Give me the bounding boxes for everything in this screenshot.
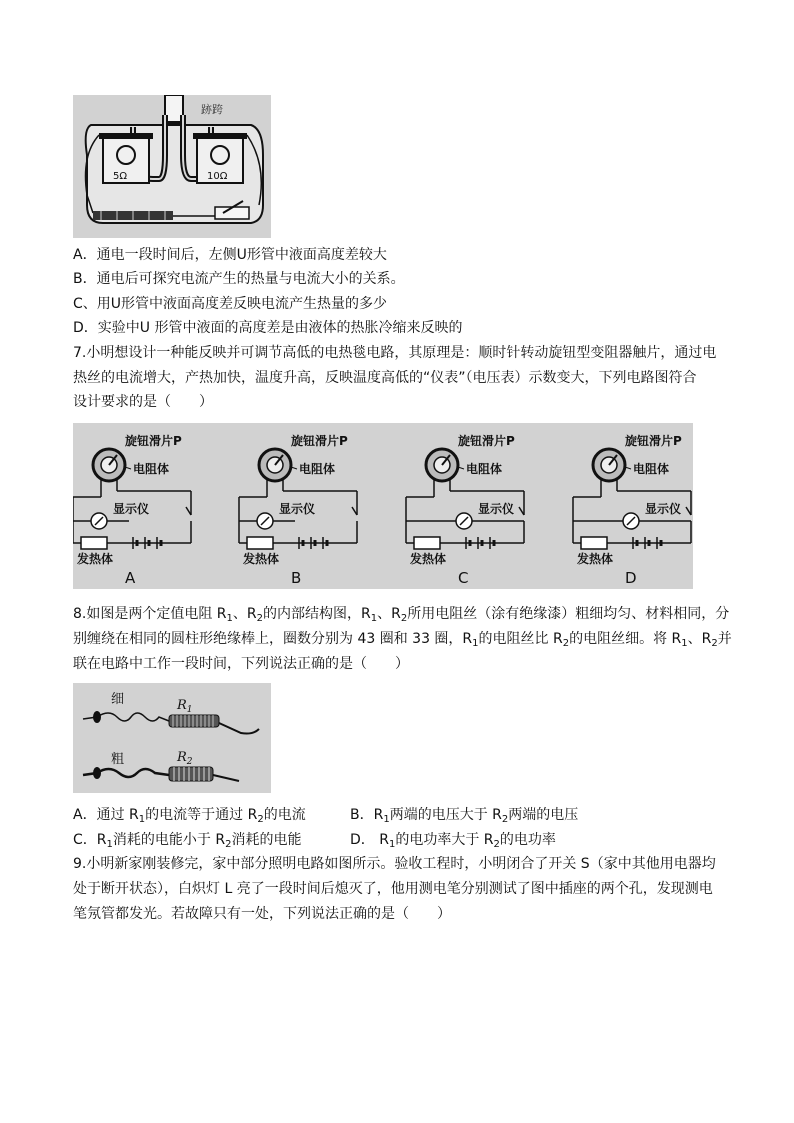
text-segment: A．通过 R (73, 807, 139, 823)
heater (81, 537, 107, 549)
subscript: 1 (472, 638, 479, 649)
text-segment: 的电功率大于 R (395, 832, 494, 848)
display-label: 显示仪 (478, 502, 515, 516)
text-segment: 的电功率 (499, 832, 556, 848)
q6-apparatus-figure (73, 95, 271, 238)
q8-resistors-figure (73, 683, 271, 793)
switch (215, 207, 249, 219)
text-segment: 两端的电压 (508, 807, 579, 823)
display-label: 显示仪 (645, 502, 682, 516)
q8-option-b (350, 805, 578, 825)
heater (581, 537, 607, 549)
heater-label: 发热体 (243, 552, 280, 566)
subscript: 2 (711, 638, 718, 649)
subscript: 2 (501, 814, 509, 825)
q7-circuits-figure (73, 423, 693, 589)
text-segment: 、R (687, 631, 712, 647)
subscript: 1 (681, 638, 688, 649)
q7-circuits-svg (73, 423, 693, 589)
r2-label: $R_2$ (177, 750, 193, 767)
text-segment: 、R (232, 606, 257, 622)
heater (247, 537, 273, 549)
right-resistor-label: 10Ω (207, 171, 228, 182)
q8-option-d (350, 830, 556, 850)
q8-option-c (73, 830, 301, 850)
q9-stem-line-3: 笔氖管都发光。若故障只有一处，下列说法正确的是（ ） (73, 906, 451, 922)
q7-stem-line-1: 7.小明想设计一种能反映并可调节高低的电热毯电路，其原理是：顺时针转动旋钮型变阻器触片，通过电 (73, 345, 717, 361)
text-segment: 消耗的电能小于 R (112, 832, 226, 848)
q6-option-c: C、用U形管中液面高度差反映电流产生热量的多少 (73, 296, 388, 312)
subscript: 2 (562, 638, 570, 649)
joule-apparatus-svg (73, 95, 271, 238)
text-segment: 并 (717, 631, 732, 647)
text-segment: 的内部结构图，R (263, 606, 371, 622)
q8-option-a (73, 805, 306, 825)
r1-coil (169, 715, 219, 727)
text-segment: D． R (350, 832, 389, 848)
heater (414, 537, 440, 549)
q8-stem-line-1 (73, 604, 729, 624)
r2-coil (169, 767, 213, 781)
text-segment: 的电阻丝细。将 R (569, 631, 682, 647)
resistor-body-label: 电阻体 (466, 462, 503, 476)
subscript: 1 (226, 613, 233, 624)
thin-label: 细 (111, 692, 125, 707)
r1-label: $R_1$ (177, 698, 193, 715)
text-segment: 的电流等于通过 R (145, 807, 258, 823)
q9-stem-line-2: 处于断开状态），白炽灯 L 亮了一段时间后熄灭了，他用测电笔分别测试了图中插座的两个孔，发现测电 (73, 881, 713, 897)
subscript: 1 (383, 814, 390, 825)
q8-resistors-svg (73, 683, 271, 793)
q6-option-b: B．通电后可探究电流产生的热量与电流大小的关系。 (73, 271, 405, 287)
text-segment: 所用电阻丝（涂有绝缘漆）粗细均匀、材料相同，分 (407, 606, 730, 622)
display-label: 显示仪 (279, 502, 316, 516)
option-letter: A (125, 569, 136, 587)
resistor-body-label: 电阻体 (633, 462, 670, 476)
q8-stem-line-2 (73, 629, 732, 649)
heater-label: 发热体 (77, 552, 114, 566)
heater-label: 发热体 (577, 552, 614, 566)
text-segment: 两端的电压大于 R (389, 807, 502, 823)
subscript: 2 (225, 839, 232, 850)
display-label: 显示仪 (113, 502, 150, 516)
text-segment: 的电流 (263, 807, 306, 823)
q6-option-a: A．通电一段时间后，左侧U形管中液面高度差较大 (73, 247, 387, 263)
q9-stem-line-1: 9.小明新家刚装修完，家中部分照明电路如图所示。验收工程时，小明闭合了开关 S（家中其他用电器均 (73, 856, 716, 872)
thick-label: 粗 (111, 752, 125, 767)
slider-label: 旋钮滑片P (458, 434, 515, 448)
text-segment: 、R (377, 606, 401, 622)
text-segment: 消耗的电能 (231, 832, 302, 848)
subscript: 1 (388, 839, 396, 850)
heater-label: 发热体 (410, 552, 447, 566)
text-segment: 联在电路中工作一段时间，下列说法正确的是（ ） (73, 656, 409, 672)
text-segment: C．R (73, 832, 107, 848)
text-segment: 的电阻丝比 R (478, 631, 563, 647)
slider-label: 旋钮滑片P (125, 434, 182, 448)
resistor-body-label: 电阻体 (133, 462, 170, 476)
q8-stem-line-3 (73, 654, 409, 674)
subscript: 1 (106, 839, 113, 850)
slider-label: 旋钮滑片P (625, 434, 682, 448)
subscript: 2 (400, 613, 408, 624)
resistor-body-label: 电阻体 (299, 462, 336, 476)
subscript: 1 (138, 814, 146, 825)
subscript: 2 (257, 814, 264, 825)
q7-stem-line-3: 设计要求的是（ ） (73, 394, 213, 410)
text-segment: 8.如图是两个定值电阻 R (73, 606, 227, 622)
option-letter: B (291, 569, 302, 587)
subscript: 2 (493, 839, 500, 850)
option-letter: D (625, 569, 637, 587)
q6-top-label: 跡跨 (201, 103, 223, 116)
option-letter: C (458, 569, 469, 587)
slider-label: 旋钮滑片P (291, 434, 348, 448)
text-segment: 别缠绕在相同的圆柱形绝缘棒上，圈数分别为 43 圈和 33 圈，R (73, 631, 473, 647)
q7-stem-line-2: 热丝的电流增大，产热加快，温度升高，反映温度高低的“仪表”（电压表）示数变大，下列电路图符合 (73, 370, 697, 386)
subscript: 2 (256, 613, 264, 624)
subscript: 1 (370, 613, 378, 624)
text-segment: B．R (350, 807, 384, 823)
left-resistor-label: 5Ω (113, 171, 128, 182)
q6-option-d: D．实验中U 形管中液面的高度差是由液体的热胀冷缩来反映的 (73, 320, 463, 336)
